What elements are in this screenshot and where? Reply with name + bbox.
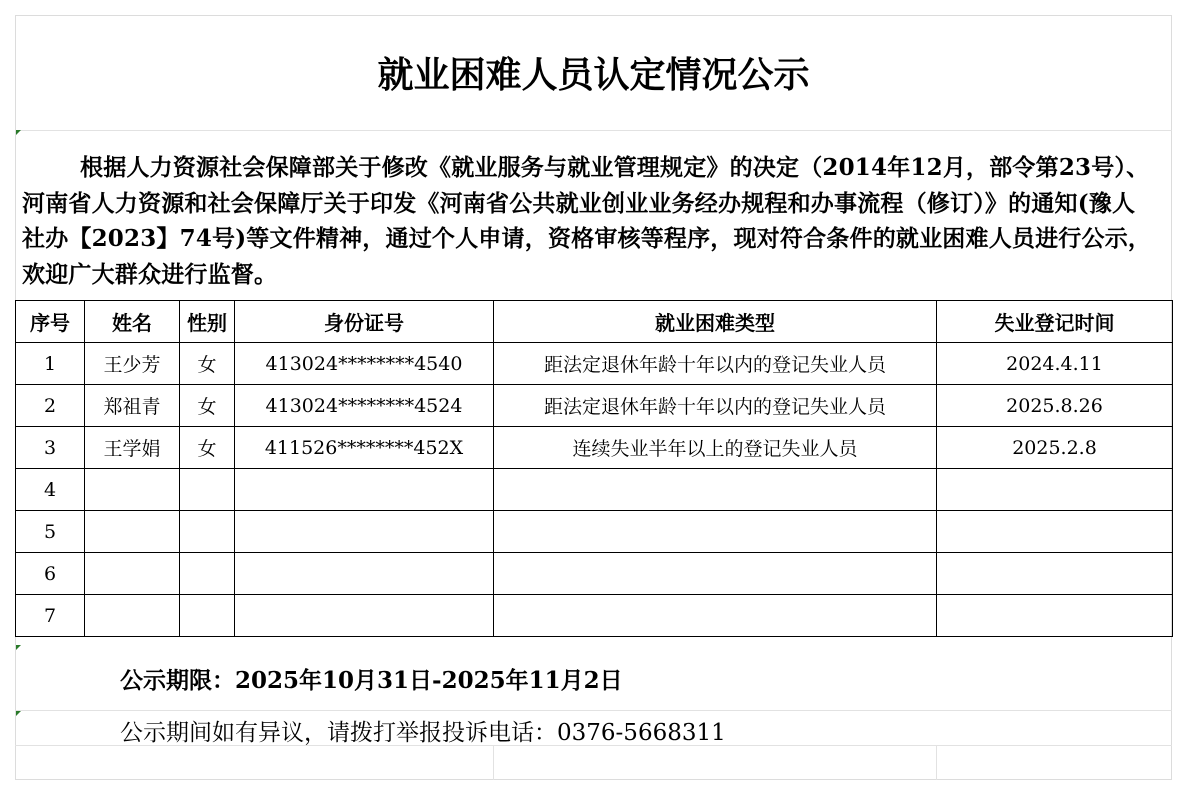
table-cell	[180, 511, 235, 553]
table-header	[16, 301, 1173, 343]
table-row	[16, 343, 1173, 385]
table-cell	[85, 469, 180, 511]
table-cell: 2025.2.8	[937, 427, 1173, 469]
gridline	[15, 710, 1172, 711]
header-cell: 失业登记时间	[937, 301, 1173, 343]
table-cell	[85, 595, 180, 637]
gridline	[493, 745, 494, 780]
table-cell: 2025.8.26	[937, 385, 1173, 427]
table-cell: 2	[16, 385, 85, 427]
table-cell: 距法定退休年龄十年以内的登记失业人员	[494, 385, 937, 427]
table-cell	[180, 469, 235, 511]
header-cell: 序号	[16, 301, 85, 343]
table-cell	[235, 553, 494, 595]
table-row	[16, 553, 1173, 595]
header-cell: 姓名	[85, 301, 180, 343]
table-cell: 5	[16, 511, 85, 553]
header-cell: 身份证号	[235, 301, 494, 343]
table-cell	[85, 553, 180, 595]
table-cell	[180, 595, 235, 637]
table-cell: 王学娟	[85, 427, 180, 469]
table-row	[16, 427, 1173, 469]
page-title: 就业困难人员认定情况公示	[377, 54, 810, 96]
personnel-table	[15, 300, 1173, 637]
table-cell: 2024.4.11	[937, 343, 1173, 385]
table-cell	[180, 553, 235, 595]
table-cell	[937, 595, 1173, 637]
table-cell	[235, 511, 494, 553]
table-cell	[85, 511, 180, 553]
table-cell: 413024********4540	[235, 343, 494, 385]
table-cell	[937, 469, 1173, 511]
cell-marker	[16, 645, 21, 650]
table-cell: 3	[16, 427, 85, 469]
table-cell: 413024********4524	[235, 385, 494, 427]
table-cell: 7	[16, 595, 85, 637]
table-cell: 距法定退休年龄十年以内的登记失业人员	[494, 343, 937, 385]
gridline	[15, 130, 1172, 131]
table-cell	[937, 553, 1173, 595]
cell-marker	[16, 711, 21, 716]
cell-marker	[16, 130, 21, 135]
table-row	[16, 385, 1173, 427]
table-cell	[494, 595, 937, 637]
table-cell: 女	[180, 385, 235, 427]
table-cell	[494, 553, 937, 595]
table-cell: 411526********452X	[235, 427, 494, 469]
table-cell	[494, 469, 937, 511]
table-cell	[494, 511, 937, 553]
header-cell: 就业困难类型	[494, 301, 937, 343]
table-cell: 王少芳	[85, 343, 180, 385]
intro-paragraph: 根据人力资源社会保障部关于修改《就业服务与就业管理规定》的决定（2014年12月，部令第23号）、河南省人力资源和社会保障厅关于印发《河南省公共就业创业业务经办规程和办事流程（修订）》的通知(豫人社办【2023】74号)等文件精神，通过个人申请，资格审核等程序，现对符合条件的就业困难人员进行公示，欢迎广大群众进行监督。	[22, 154, 1152, 288]
table-cell: 6	[16, 553, 85, 595]
table-cell: 4	[16, 469, 85, 511]
header-cell: 性别	[180, 301, 235, 343]
table-cell	[937, 511, 1173, 553]
table-cell: 女	[180, 427, 235, 469]
table-cell: 连续失业半年以上的登记失业人员	[494, 427, 937, 469]
publicity-period: 公示期限：2025年10月31日-2025年11月2日	[120, 667, 623, 694]
table-cell	[235, 469, 494, 511]
table-cell: 郑祖青	[85, 385, 180, 427]
table-row	[16, 511, 1173, 553]
table-row	[16, 469, 1173, 511]
table-cell: 女	[180, 343, 235, 385]
table-cell: 1	[16, 343, 85, 385]
table-row	[16, 595, 1173, 637]
table-cell	[235, 595, 494, 637]
gridline	[936, 745, 937, 780]
complaint-contact: 公示期间如有异议，请拨打举报投诉电话：0376-5668311	[120, 720, 726, 746]
